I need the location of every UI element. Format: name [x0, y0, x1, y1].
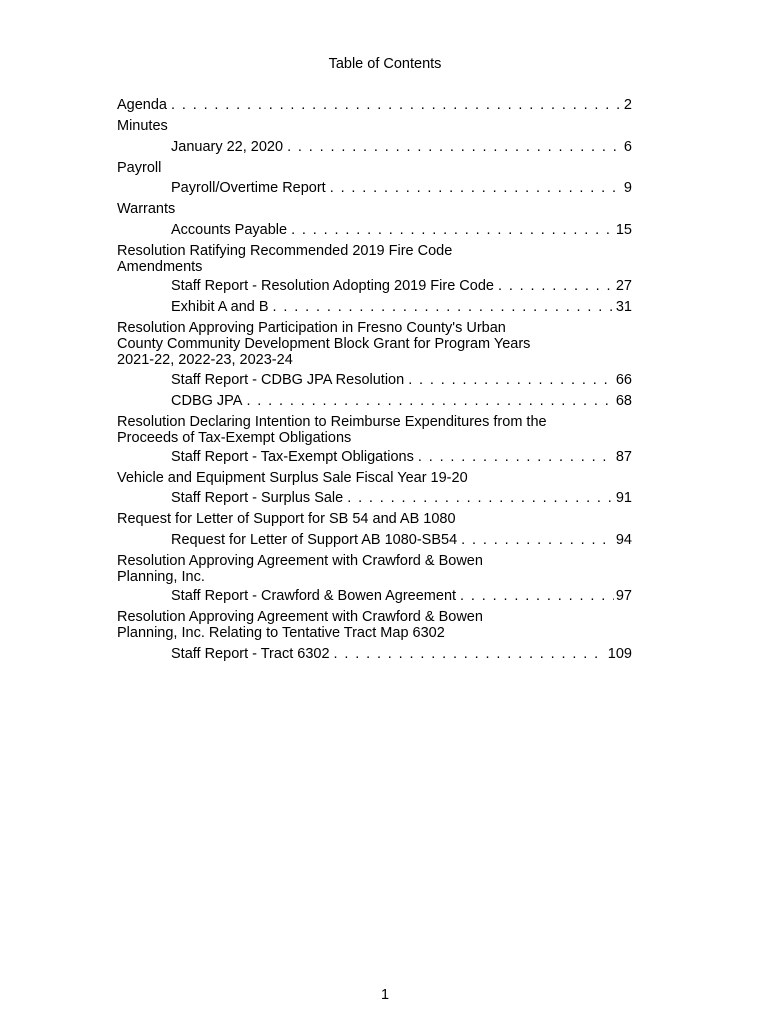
leader-dots	[246, 393, 613, 409]
toc-heading-label: Warrants	[117, 201, 176, 217]
toc-entry-payroll-report[interactable]	[171, 180, 632, 196]
toc-entry-label: Payroll/Overtime Report	[171, 180, 326, 196]
leader-dots	[291, 222, 614, 238]
toc-entry-label: Exhibit A and B	[171, 299, 269, 315]
toc-heading-crawford-bowen	[117, 553, 632, 585]
toc-entry-page: 87	[615, 449, 632, 465]
toc-entry-page: 68	[615, 393, 632, 409]
toc-entry-surplus-report[interactable]	[171, 490, 632, 506]
leader-dots	[461, 532, 614, 548]
toc-entry-page: 109	[607, 646, 632, 662]
toc-entry-page: 2	[623, 97, 632, 113]
toc-heading-tax-exempt	[117, 414, 632, 446]
toc-heading-letter-support	[117, 511, 632, 527]
toc-entry-crawford-report[interactable]	[171, 588, 632, 604]
toc-entry-page: 31	[615, 299, 632, 315]
toc-entry-label: January 22, 2020	[171, 139, 284, 155]
toc-entry-label: Request for Letter of Support AB 1080-SB54	[171, 532, 458, 548]
leader-dots	[460, 588, 614, 604]
leader-dots	[408, 372, 614, 388]
leader-dots	[418, 449, 614, 465]
leader-dots	[498, 278, 614, 294]
toc-entry-label: Staff Report - Resolution Adopting 2019 Fire Code	[171, 278, 494, 294]
leader-dots	[171, 97, 622, 113]
toc-entry-tax-exempt-report[interactable]	[171, 449, 632, 465]
toc-heading-warrants	[117, 201, 632, 217]
toc-heading-label: Resolution Approving Agreement with Crawford & Bowen Planning, Inc. Relating to Tentative Tract Map 6302	[117, 609, 483, 641]
toc-heading-label: Request for Letter of Support for SB 54 and AB 1080	[117, 511, 456, 527]
toc-heading-label: Vehicle and Equipment Surplus Sale Fiscal Year 19-20	[117, 470, 468, 486]
toc-heading-fire-code	[117, 243, 632, 275]
toc-heading-label: Resolution Approving Participation in Fresno County's Urban County Community Development Block Grant for Program Years 2021-22, 2022-23, 2023-24	[117, 320, 531, 368]
toc-entry-letter-support[interactable]	[171, 532, 632, 548]
toc-entry-page: 66	[615, 372, 632, 388]
toc-entry-page: 27	[615, 278, 632, 294]
leader-dots	[334, 646, 606, 662]
toc-entry-label: Accounts Payable	[171, 222, 288, 238]
toc-heading-label: Payroll	[117, 160, 162, 176]
toc-entry-label: CDBG JPA	[171, 393, 243, 409]
toc-heading-cdbg	[117, 320, 632, 368]
toc-entry-fire-code-report[interactable]	[171, 278, 632, 294]
leader-dots	[330, 180, 622, 196]
toc-entry-label: Staff Report - Surplus Sale	[171, 490, 344, 506]
leader-dots	[273, 299, 614, 315]
toc-heading-minutes	[117, 118, 632, 134]
toc-entry-label: Staff Report - Tax-Exempt Obligations	[171, 449, 414, 465]
toc-entry-page: 94	[615, 532, 632, 548]
toc-entry-minutes-jan22[interactable]	[171, 139, 632, 155]
toc-entry-tract-report[interactable]	[171, 646, 632, 662]
toc-entry-exhibit-a-b[interactable]	[171, 299, 632, 315]
toc-title: Table of Contents	[328, 56, 442, 72]
toc-heading-label: Minutes	[117, 118, 168, 134]
toc-heading-label: Resolution Declaring Intention to Reimburse Expenditures from the Proceeds of Tax-Exempt Obligations	[117, 414, 547, 446]
toc-heading-payroll	[117, 160, 632, 176]
toc-entry-label: Staff Report - CDBG JPA Resolution	[171, 372, 405, 388]
toc-heading-tract-map	[117, 609, 632, 641]
toc-entry-agenda[interactable]	[117, 97, 632, 113]
toc-entry-page: 97	[615, 588, 632, 604]
toc-entry-page: 91	[615, 490, 632, 506]
toc-entry-cdbg-report[interactable]	[171, 372, 632, 388]
toc-entry-page: 15	[615, 222, 632, 238]
leader-dots	[347, 490, 614, 506]
toc-entry-label: Staff Report - Tract 6302	[171, 646, 330, 662]
toc-entry-page: 9	[623, 180, 632, 196]
toc-entry-accounts-payable[interactable]	[171, 222, 632, 238]
toc-entry-cdbg-jpa[interactable]	[171, 393, 632, 409]
toc-entry-page: 6	[623, 139, 632, 155]
toc-entry-label: Staff Report - Crawford & Bowen Agreement	[171, 588, 457, 604]
page-number: 1	[380, 987, 390, 1003]
toc-heading-label: Resolution Ratifying Recommended 2019 Fire Code Amendments	[117, 243, 453, 275]
toc-entry-label: Agenda	[117, 97, 167, 113]
leader-dots	[287, 139, 622, 155]
toc-heading-label: Resolution Approving Agreement with Crawford & Bowen Planning, Inc.	[117, 553, 483, 585]
toc-heading-surplus-sale	[117, 470, 632, 486]
